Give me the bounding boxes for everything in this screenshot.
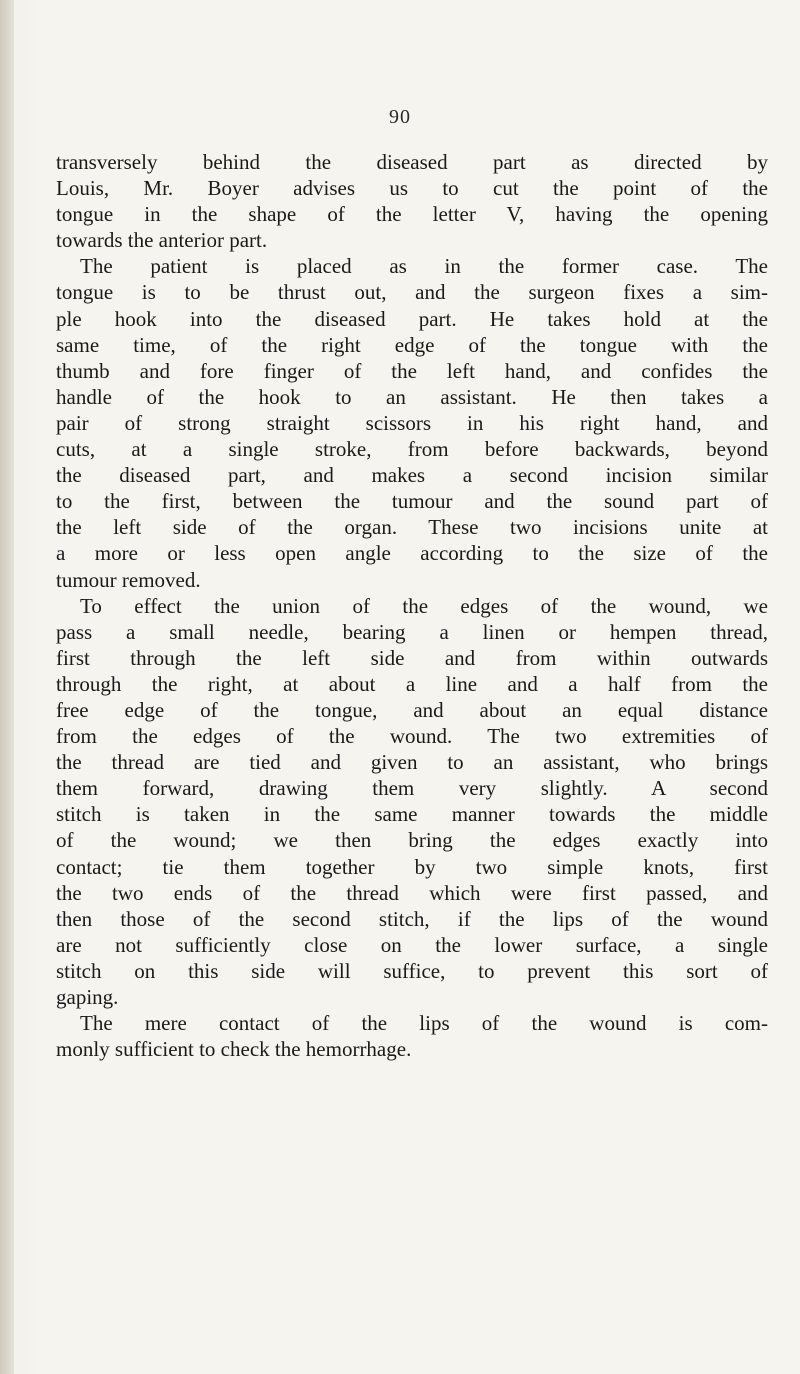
text-line: monly sufficient to check the hemorrhage. — [56, 1037, 412, 1062]
text-line: first through the left side and from within outwards — [56, 645, 768, 670]
text-line: from the edges of the wound. The two extremities of — [56, 724, 768, 749]
text-line: the diseased part, and makes a second incision similar — [56, 463, 768, 488]
text-line: are not sufficiently close on the lower surface, a single — [56, 932, 768, 957]
text-line: gaping. — [56, 985, 119, 1009]
text-line: handle of the hook to an assistant. He then takes a — [56, 384, 768, 409]
text-line: through the right, at about a line and a half from the — [56, 671, 768, 696]
text-line: ple hook into the diseased part. He takes hold at the — [56, 306, 768, 331]
text-line: a more or less open angle according to the size of the — [56, 541, 768, 566]
text-line: stitch is taken in the same manner towards the middle — [56, 802, 768, 827]
text-line: same time, of the right edge of the tongue with the — [56, 332, 768, 357]
page-number: 90 — [389, 106, 411, 128]
text-line: transversely behind the diseased part as directed by — [56, 150, 768, 174]
text-line: The mere contact of the lips of the wound is com- — [80, 1011, 768, 1036]
body-text — [56, 149, 768, 1062]
text-line: pair of strong straight scissors in his right hand, and — [56, 410, 768, 435]
text-line: cuts, at a single stroke, from before backwards, beyond — [56, 437, 768, 462]
text-line: thumb and fore finger of the left hand, and confides the — [56, 358, 768, 383]
text-line: free edge of the tongue, and about an equal distance — [56, 697, 768, 722]
text-line: stitch on this side will suffice, to prevent this sort of — [56, 958, 768, 983]
text-line: to the first, between the tumour and the sound part of — [56, 489, 768, 514]
text-line: of the wound; we then bring the edges exactly into — [56, 828, 768, 853]
text-line: tongue in the shape of the letter V, having the opening — [56, 202, 768, 227]
text-line: the thread are tied and given to an assistant, who brings — [56, 750, 768, 775]
text-line: them forward, drawing them very slightly. A second — [56, 776, 768, 801]
text-line: tongue is to be thrust out, and the surgeon fixes a sim- — [56, 280, 768, 305]
text-line: To effect the union of the edges of the wound, we — [80, 593, 768, 618]
text-line: Louis, Mr. Boyer advises us to cut the point of the — [56, 176, 768, 201]
text-line: The patient is placed as in the former case. The — [80, 254, 768, 279]
text-line: contact; tie them together by two simple knots, first — [56, 854, 768, 879]
text-line: the left side of the organ. These two incisions unite at — [56, 515, 768, 540]
text-line: the two ends of the thread which were first passed, and — [56, 880, 768, 905]
text-line: pass a small needle, bearing a linen or hempen thread, — [56, 619, 768, 644]
text-line: then those of the second stitch, if the lips of the wound — [56, 906, 768, 931]
text-line: tumour removed. — [56, 567, 201, 592]
text-line: towards the anterior part. — [56, 228, 268, 253]
binding-edge — [0, 0, 14, 1374]
